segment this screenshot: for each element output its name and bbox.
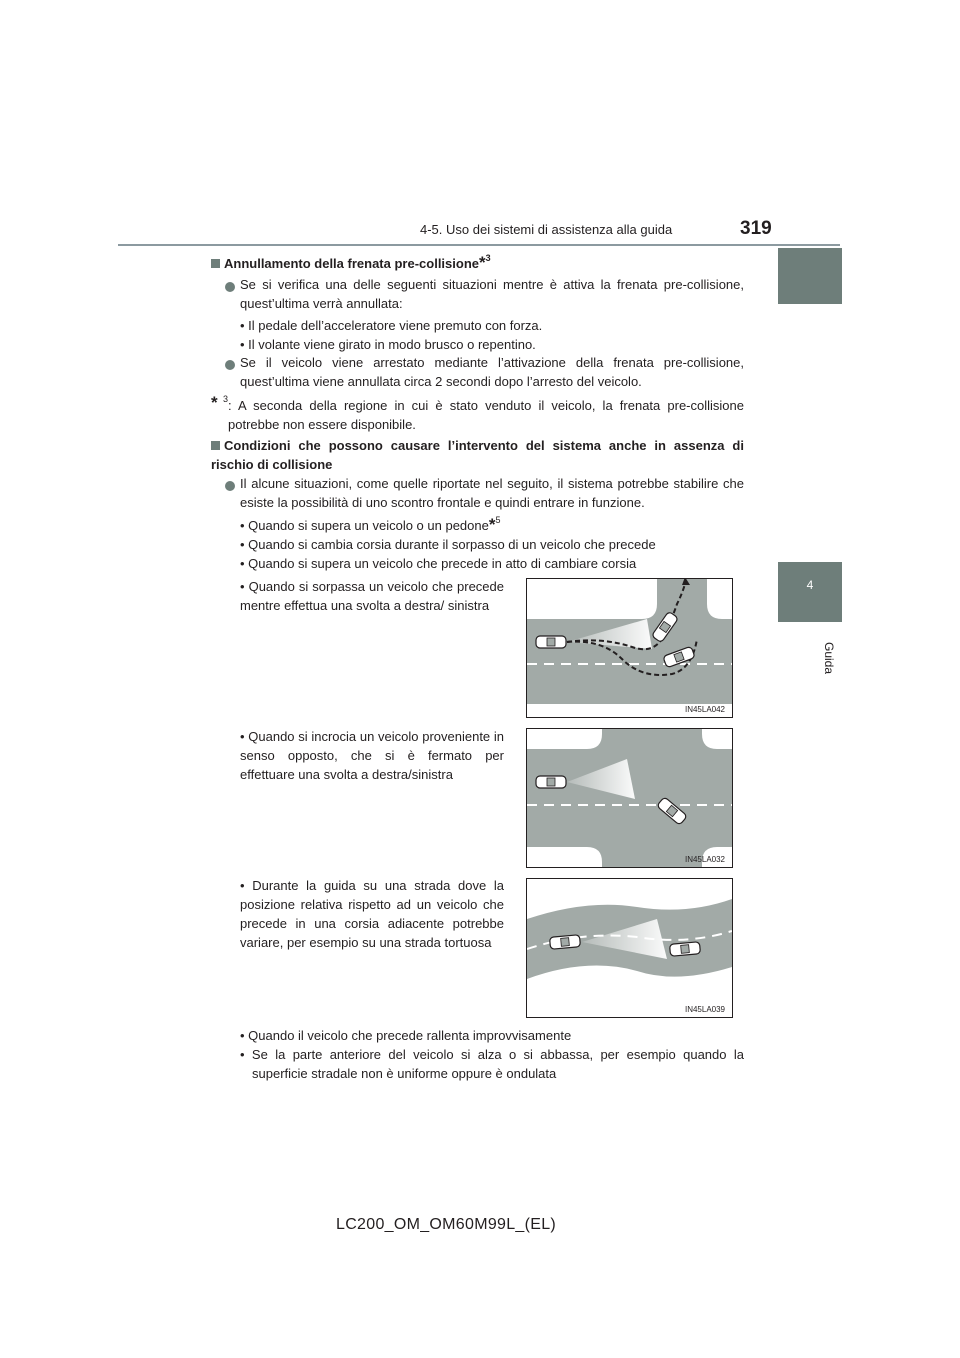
s1-note: : A seconda della regione in cui è stato venduto il veicolo, la frenata pre-collisione potrebbe non essere disponibile. [228, 398, 744, 432]
s2-item-text: • Quando si supera un veicolo o un pedone [240, 518, 489, 533]
s2-item [240, 515, 744, 535]
s1-title: Annullamento della frenata pre-collisione [224, 256, 479, 271]
s1-b2-dot [225, 356, 235, 374]
s2-item: • Quando si supera un veicolo che precede in atto di cambiare corsia [240, 556, 637, 571]
figure-winding-road [526, 878, 733, 1018]
s2-list-tail [240, 1026, 744, 1083]
asterisk-mark: * [488, 515, 496, 534]
circle-bullet-icon [225, 360, 235, 370]
circle-bullet-icon [225, 282, 235, 292]
note-marker [211, 393, 223, 413]
fig-item-2-text: • Quando si incrocia un veicolo proveniente in senso opposto, che si è fermato per effettuare una svolta a destra/sinistra [240, 729, 504, 782]
s1-b1-item: • Il volante viene girato in modo brusco o repentino. [240, 337, 536, 352]
chapter-tab-number: 4 [778, 562, 842, 622]
s1-b1-item: • Il pedale dell’acceleratore viene premuto con forza. [240, 318, 543, 333]
figure-code: IN45LA032 [684, 855, 725, 864]
figure-oncoming-turn [526, 728, 733, 868]
figure-code: IN45LA042 [684, 705, 725, 714]
s2-item: • Quando si cambia corsia durante il sorpasso di un veicolo che precede [240, 537, 656, 552]
s1-b1: Se si verifica una delle seguenti situazioni mentre è attiva la frenata pre-collisione, quest’ultima verrà annullata: [240, 277, 744, 311]
circle-bullet-icon [225, 481, 235, 491]
s2-b1-dot [225, 477, 235, 495]
s2-b1: Il alcune situazioni, come quelle riportate nel seguito, il sistema potrebbe stabilire che esiste la possibilità di uno scontro frontale e quindi entrare in funzione. [240, 476, 744, 510]
s2-item: • Se la parte anteriore del veicolo si alza o si abbassa, per esempio quando la superficie stradale non è uniforme oppure è ondulata [240, 1047, 744, 1081]
header-rule [118, 244, 840, 246]
s1-title-sup: 3 [485, 253, 491, 263]
fig-item-3-text: • Durante la guida su una strada dove la posizione relativa rispetto ad un veicolo che precede in una corsia adiacente potrebbe variare, per esempio su una strada tortuosa [240, 878, 504, 950]
square-bullet-icon [211, 441, 220, 450]
s2-item: • Quando il veicolo che precede rallenta improvvisamente [240, 1028, 572, 1043]
page-number: 319 [740, 218, 772, 239]
s1-b2: Se il veicolo viene arrestato mediante l’attivazione della frenata pre-collisione, quest’ultima viene annullata circa 2 secondi dopo l’arresto del veicolo. [240, 355, 744, 389]
s1-heading [211, 253, 751, 273]
s2-heading [211, 436, 744, 474]
figure-code: IN45LA039 [684, 1005, 725, 1014]
side-tab-top [778, 248, 842, 304]
figure-oncoming-turn-illustration [527, 729, 732, 867]
asterisk-mark: * [479, 253, 486, 272]
s2-title: Condizioni che possono causare l’intervento del sistema anche in assenza di rischio di collisione [211, 438, 744, 472]
section-title: 4-5. Uso dei sistemi di assistenza alla guida [420, 222, 673, 237]
fig-item-1-text: • Quando si sorpassa un veicolo che precede mentre effettua una svolta a destra/ sinistra [240, 579, 504, 613]
s1-b1-list [240, 316, 744, 354]
document-code: LC200_OM_OM60M99L_(EL) [336, 1216, 557, 1233]
s2-item-sup: 5 [495, 515, 501, 525]
s2-list [240, 515, 744, 573]
note-sup: 3 [223, 394, 229, 404]
figure-overtake-turn-illustration [527, 579, 732, 717]
figure-overtake-turn [526, 578, 733, 718]
chapter-tab-label: Guida [822, 641, 836, 675]
asterisk-mark: * [211, 393, 218, 412]
s1-b1-dot [225, 278, 235, 296]
figure-winding-road-illustration [527, 879, 732, 1017]
square-bullet-icon [211, 259, 220, 268]
